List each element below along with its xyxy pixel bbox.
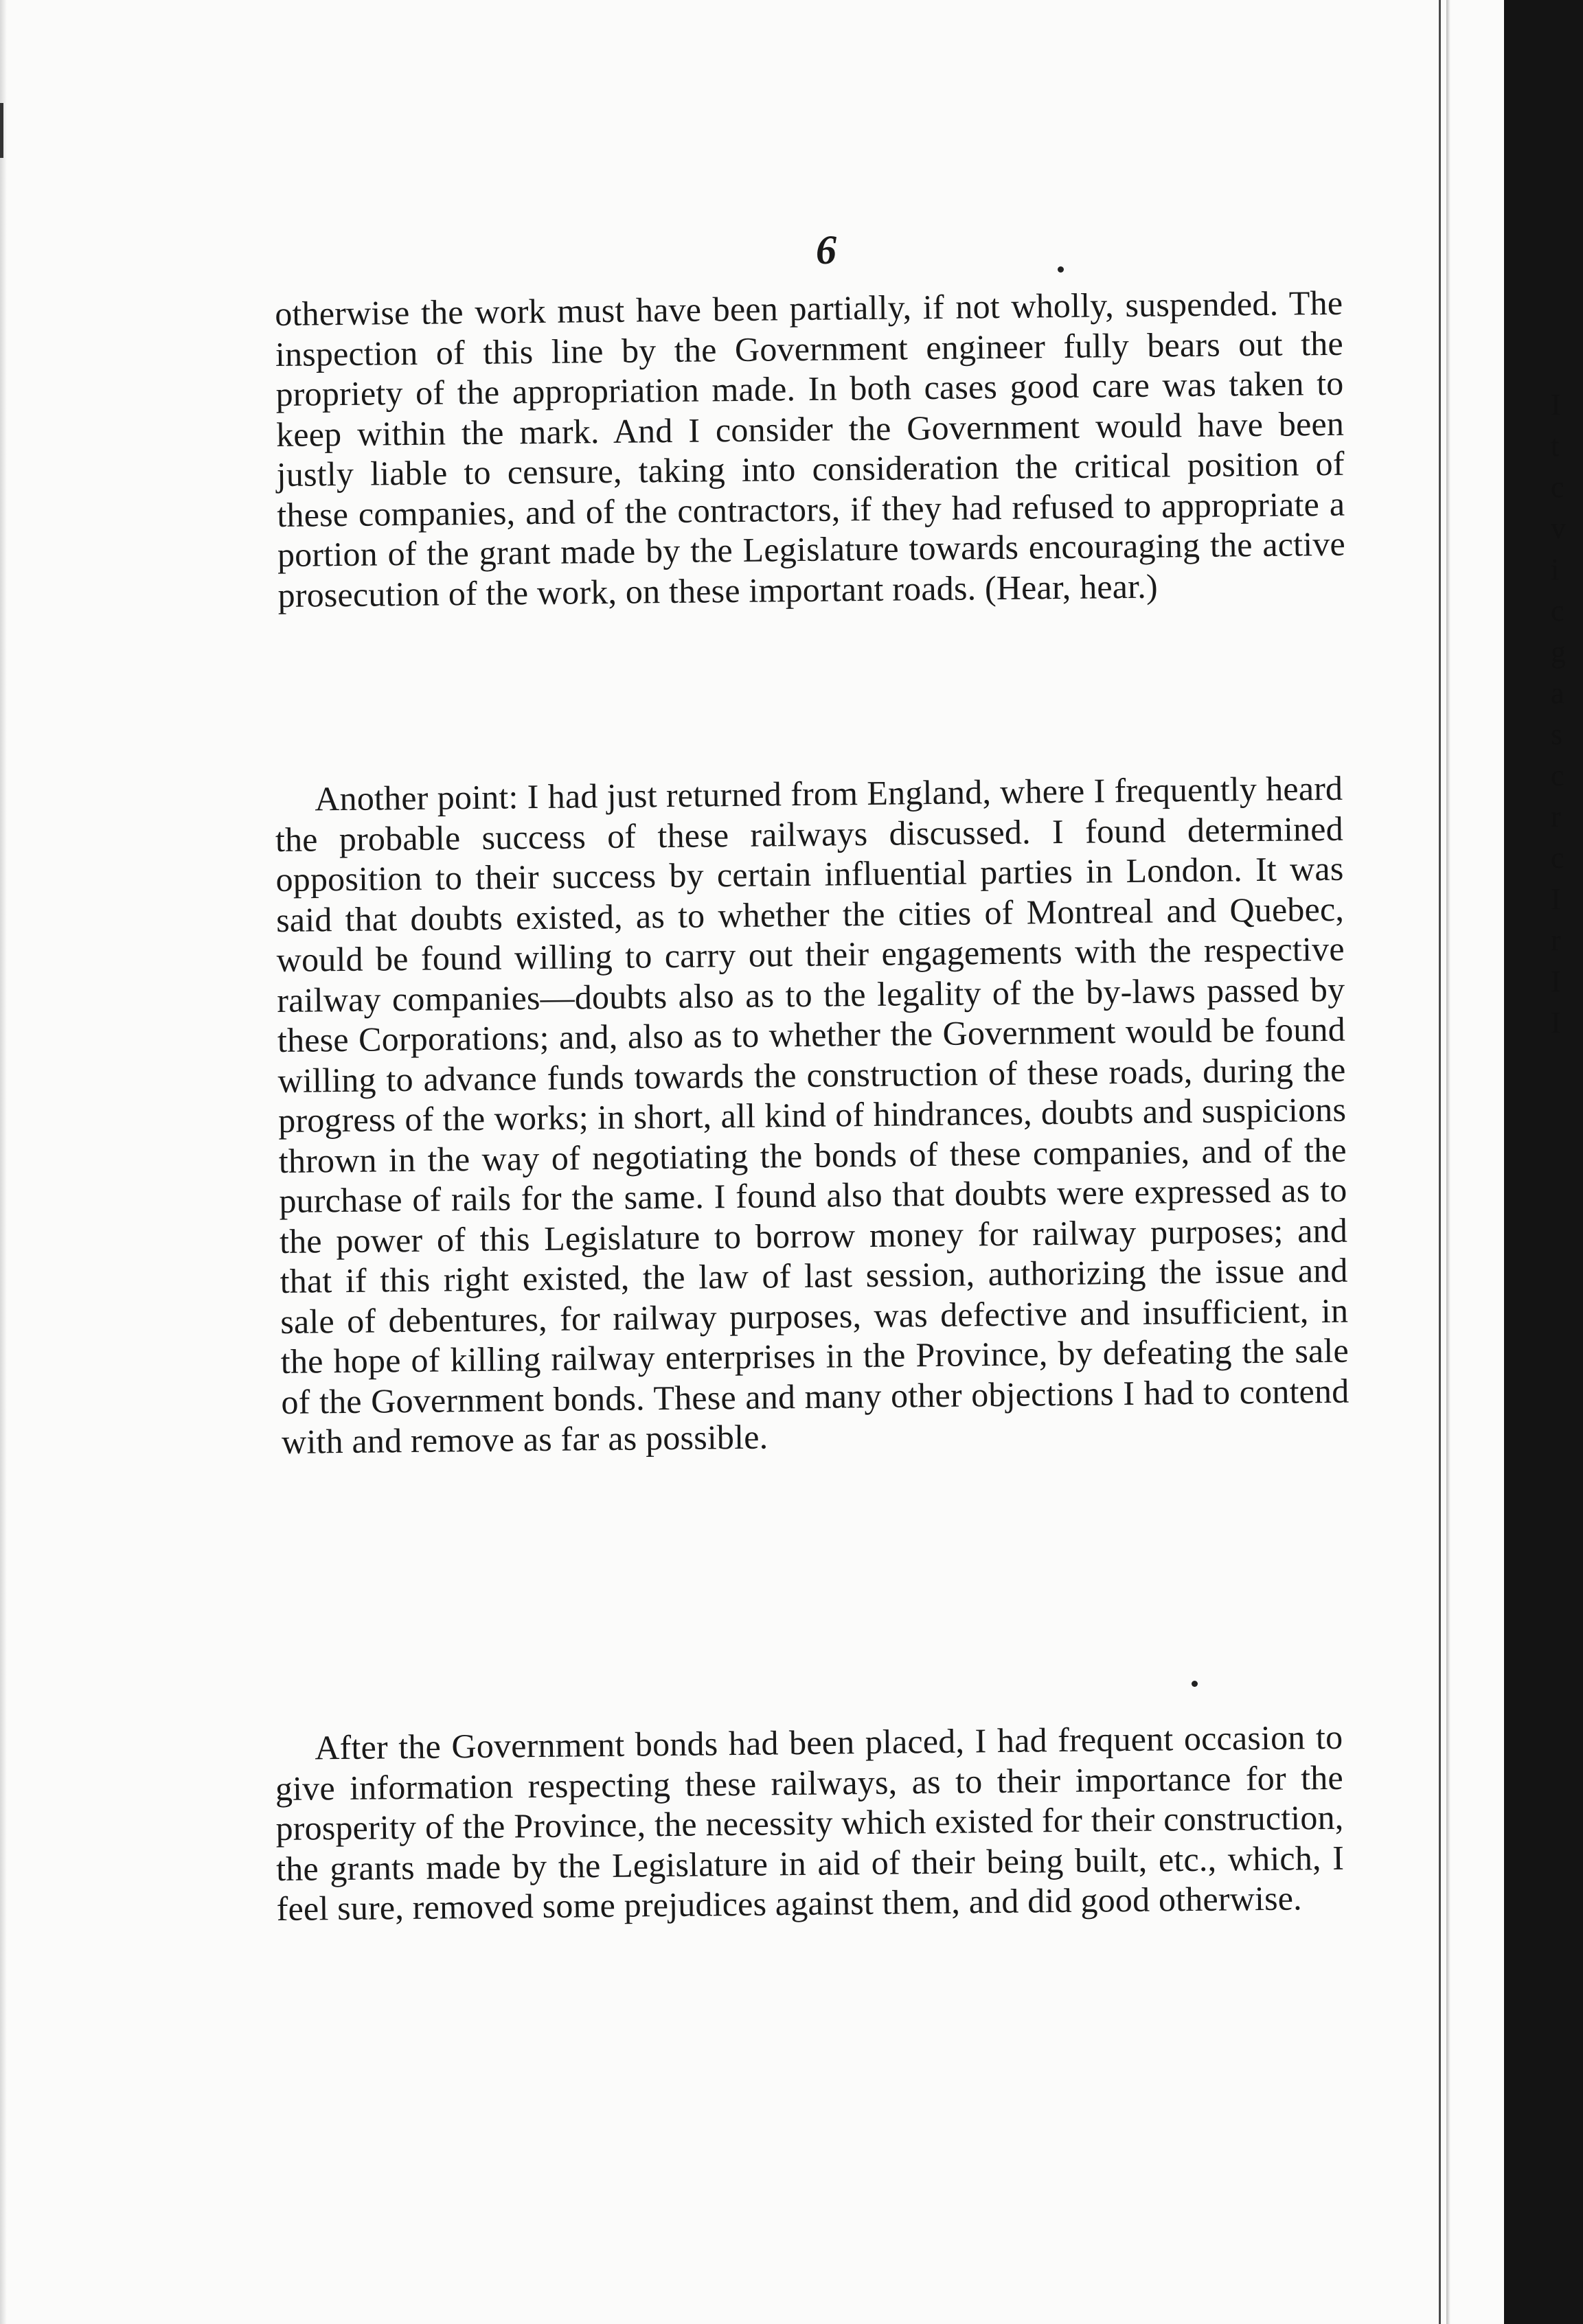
facing-letter: I [1551,388,1561,422]
paragraph-1: otherwise the work must have been partially, if not wholly, suspended. The inspection of this line by the Government engineer fully bears out the propriety of the appropriation made. In both cases good care was taken to keep within the mark. And I consider the Government would have been justly liable to censure, taking into consideration the critical position of these companies, and of the contractors, if they had refused to appropriate a portion of the grant made by the Legislature towards encouraging the active prosecution of the work, on these important roads. (Hear, hear.) [275,283,1346,614]
page-number: 6 [816,227,836,273]
facing-letter: I [1551,965,1561,998]
facing-letter: r [1551,800,1561,833]
facing-letter: c [1551,594,1564,628]
body-text-middle [275,768,1349,1462]
gutter-shadow [1446,0,1450,2324]
facing-letter: I [1551,1006,1561,1039]
facing-letter: r [1551,923,1561,957]
speck [1192,1681,1198,1687]
facing-page-margin-letters [1551,384,1578,1044]
left-binding-mark [0,103,3,158]
facing-letter: i [1551,553,1560,586]
facing-letter: c [1551,470,1564,504]
speck [1058,266,1064,273]
scanner-background [1504,0,1583,2324]
facing-letter: c [1551,759,1564,792]
body-text-top [275,283,1346,615]
facing-letter: s [1551,717,1563,751]
paragraph-3: After the Government bonds had been placed, I had frequent occasion to give information respecting these railways, as to their importance for the prosperity of the Province, the necessity which existed for their construction, the grants made by the Legislature in aid of their being built, etc., which, I feel sure, removed some prejudices against them, and did good otherwise. [275,1717,1345,1928]
left-page-edge [0,0,7,2324]
facing-letter: g [1551,635,1566,669]
facing-letter: I [1551,882,1561,916]
facing-letter: a [1551,676,1564,710]
body-text-bottom [275,1717,1345,1929]
facing-letter: t [1551,429,1560,463]
facing-letter: v [1551,511,1566,545]
facing-letter: c [1551,841,1564,875]
paragraph-2: Another point: I had just returned from England, where I frequently heard the probable success of these railways discussed. I found determined opposition to their success by certain influential parties in London. It was said that doubts existed, as to whether the cities of Montreal and Quebec, would be found willing to carry out their engagements with the respective railway companies—doubts also as to the legality of the by-laws passed by these Corporations; and, also as to whether the Government would be found willing to advance funds towards the construction of these roads, during the progress of the works; in short, all kind of hindrances, doubts and suspicions thrown in the way of negotiating the bonds of these companies, and of the purchase of rails for the same. I found also that doubts were expressed as to the power of this Legislature to borrow money for railway purposes; and that if this right existed, the law of last session, authorizing the issue and sale of debentures, for railway purposes, was defective and insufficient, in the hope of killing railway enterprises in the Province, by defeating the sale of the Government bonds. These and many other objections I had to contend with and remove as far as possible. [275,768,1349,1461]
